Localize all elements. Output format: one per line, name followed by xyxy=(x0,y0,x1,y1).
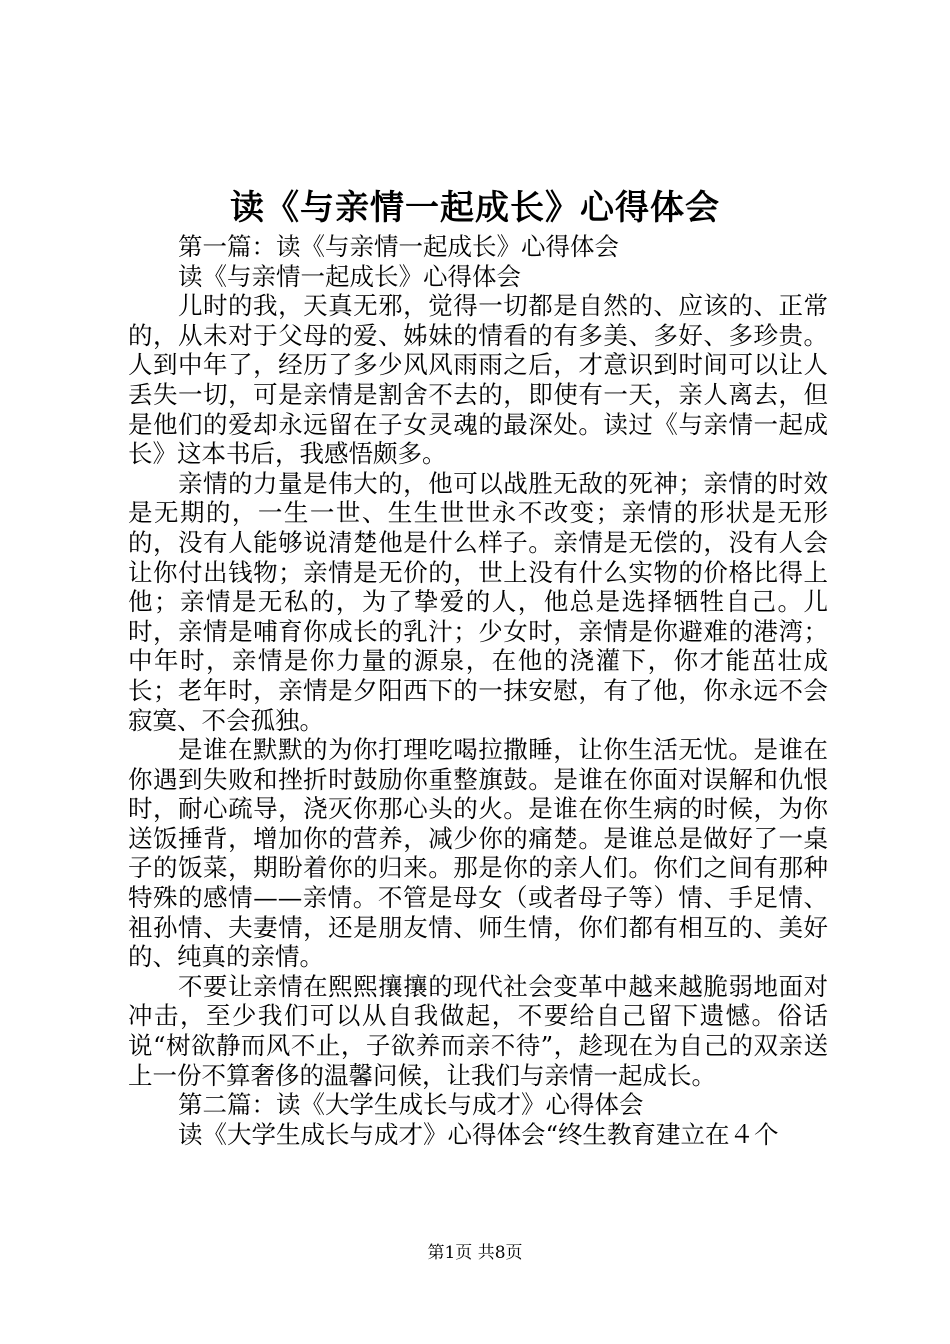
paragraph-4: 不要让亲情在熙熙攘攘的现代社会变革中越来越脆弱地面对冲击，至少我们可以从自我做起，不要给自己留下遗憾。俗话说“树欲静而风不止，子欲养而亲不待”，趁现在为自己的双亲送上一份不算奢侈的温馨问候，让我们与亲情一起成长。 xyxy=(128,971,828,1090)
section-heading-1: 第一篇：读《与亲情一起成长》心得体会 xyxy=(178,232,619,261)
paragraph-3: 是谁在默默的为你打理吃喝拉撒睡，让你生活无忧。是谁在你遇到失败和挫折时鼓励你重整旗鼓。是谁在你面对误解和仇恨时，耐心疏导，浇灭你那心头的火。是谁在你生病的时候，为你送饭捶背，增加你的营养，减少你的痛楚。是谁总是做好了一桌子的饭菜，期盼着你的归来。那是你的亲人们。你们之间有那种特殊的感情——亲情。不管是母女（或者母子等）情、手足情、祖孙情、夫妻情，还是朋友情、师生情，你们都有相互的、美好的、纯真的亲情。 xyxy=(128,735,828,972)
page-footer: 第1页 共8页 xyxy=(427,1243,523,1263)
document-title: 读《与亲情一起成长》心得体会 xyxy=(230,188,720,228)
paragraph-5: 读《大学生成长与成才》心得体会“终生教育建立在４个 xyxy=(178,1119,779,1149)
subtitle-1: 读《与亲情一起成长》心得体会 xyxy=(178,261,521,291)
document-body xyxy=(128,232,828,1149)
paragraph-1: 儿时的我，天真无邪，觉得一切都是自然的、应该的、正常的，从未对于父母的爱、姊妹的情看的有多美、多好、多珍贵。人到中年了，经历了多少风风雨雨之后，才意识到时间可以让人丢失一切，可是亲情是割舍不去的，即使有一天，亲人离去，但是他们的爱却永远留在子女灵魂的最深处。读过《与亲情一起成长》这本书后，我感悟颇多。 xyxy=(128,291,828,469)
paragraph-2: 亲情的力量是伟大的，他可以战胜无敌的死神；亲情的时效是无期的，一生一世、生生世世永不改变；亲情的形状是无形的，没有人能够说清楚他是什么样子。亲情是无偿的，没有人会让你付出钱物；亲情是无价的，世上没有什么实物的价格比得上他；亲情是无私的，为了挚爱的人，他总是选择牺牲自己。儿时，亲情是哺育你成长的乳汁；少女时，亲情是你避难的港湾；中年时，亲情是你力量的源泉，在他的浇灌下，你才能茁壮成长；老年时，亲情是夕阳西下的一抹安慰，有了他，你永远不会寂寞、不会孤独。 xyxy=(128,468,828,735)
section-heading-2: 第二篇：读《大学生成长与成才》心得体会 xyxy=(178,1090,644,1120)
